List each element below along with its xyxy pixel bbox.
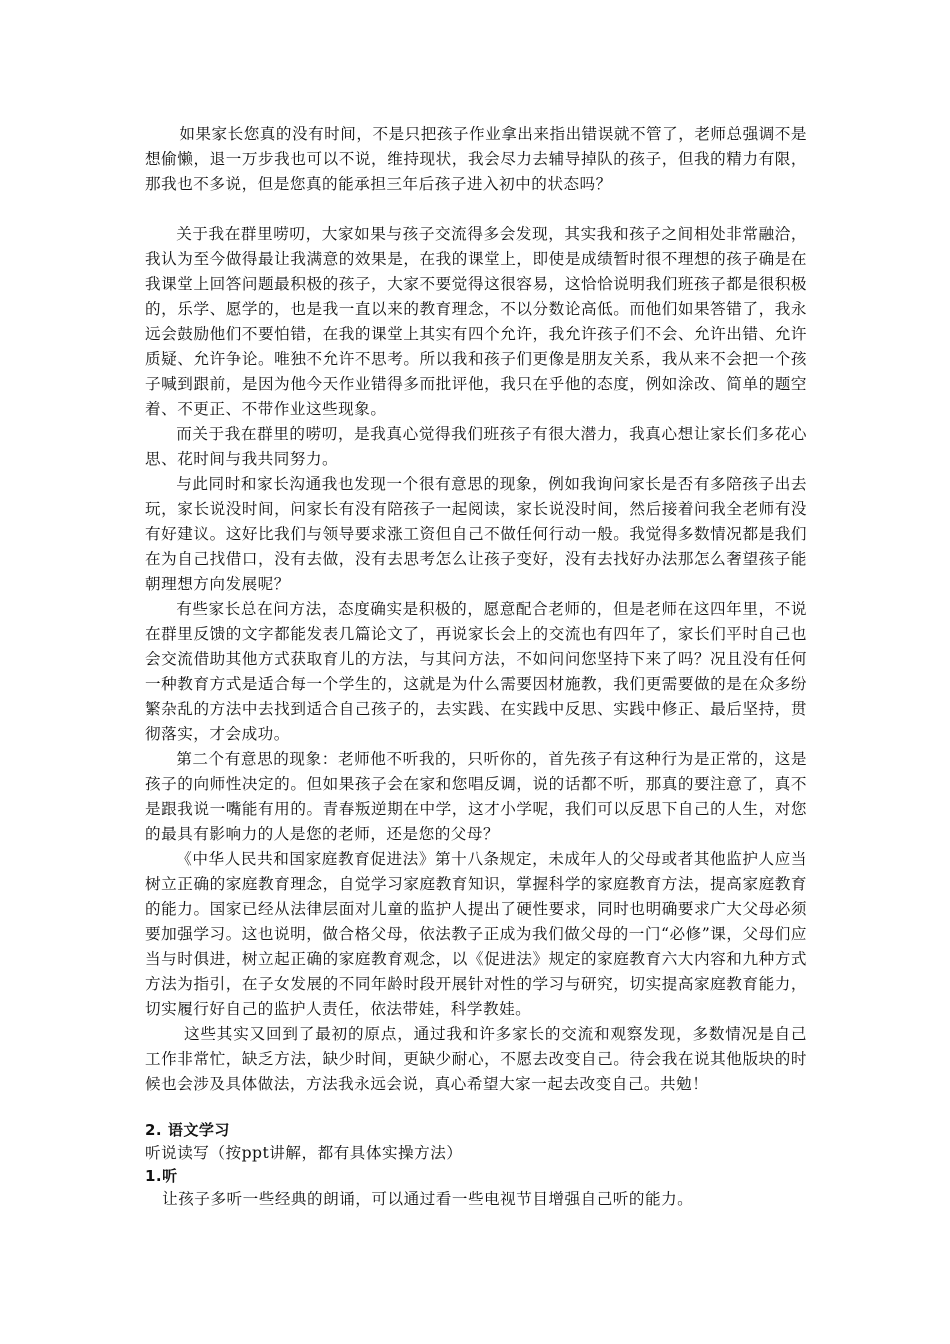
section-subtitle: 听说读写（按ppt讲解，都有具体实操方法） <box>145 1144 463 1162</box>
paragraph-body-1: 关于我在群里唠叨，大家如果与孩子交流得多会发现，其实我和孩子之间相处非常融洽，我认为至今做得最让我满意的效果是，在我的课堂上，即使是成绩暂时很不理想的孩子确是在我课堂上回答问题最积极的孩子，大家不要觉得这很容易，这恰恰说明我们班孩子都是很积极的，乐学、愿学的，也是我一直以来的教育理念，不以分数论高低。而他们如果答错了，我永远会鼓励他们不要怕错，在我的课堂上其实有四个允许，我允许孩子们不会、允许出错、允许质疑、允许争论。唯独不允许不思考。所以我和孩子们更像是朋友关系，我从来不会把一个孩子喊到跟前，是因为他今天作业错得多而批评他，我只在乎他的态度，例如涂改、简单的题空着、不更正、不带作业这些现象。 <box>145 225 807 418</box>
subsection-text: 让孩子多听一些经典的朗诵，可以通过看一些电视节目增强自己听的能力。 <box>162 1190 694 1208</box>
document-page <box>145 122 807 1211</box>
paragraph-body-7: 这些其实又回到了最初的原点，通过我和许多家长的交流和观察发现，多数情况是自己工作非常忙，缺乏方法，缺少时间，更缺少耐心，不愿去改变自己。待会我在说其他版块的时候也会涉及具体做法，方法我永远会说，真心希望大家一起去改变自己。共勉！ <box>145 1025 807 1093</box>
paragraph-body-3: 与此同时和家长沟通我也发现一个很有意思的现象，例如我询问家长是否有多陪孩子出去玩，家长说没时间，问家长有没有陪孩子一起阅读，家长说没时间，然后接着问我全老师有没有好建议。这好比我们与领导要求涨工资但自己不做任何行动一般。我觉得多数情况都是我们在为自己找借口，没有去做，没有去思考怎么让孩子变好，没有去找好办法那怎么奢望孩子能朝理想方向发展呢？ <box>145 475 807 593</box>
spacer <box>145 197 807 222</box>
paragraph-body-2: 而关于我在群里的唠叨，是我真心觉得我们班孩子有很大潜力，我真心想让家长们多花心思、花时间与我共同努力。 <box>145 425 807 468</box>
paragraph-body-5: 第二个有意思的现象：老师他不听我的，只听你的，首先孩子有这种行为是正常的，这是孩子的向师性决定的。但如果孩子会在家和您唱反调，说的话都不听，那真的要注意了，真不是跟我说一嘴能有用的。青春叛逆期在中学，这才小学呢，我们可以反思下自己的人生，对您的最具有影响力的人是您的老师，还是您的父母？ <box>145 750 807 843</box>
paragraph-body-6: 《中华人民共和国家庭教育促进法》第十八条规定，未成年人的父母或者其他监护人应当树立正确的家庭教育理念，自觉学习家庭教育知识，掌握科学的家庭教育方法，提高家庭教育的能力。国家已经从法律层面对儿童的监护人提出了硬性要求，同时也明确要求广大父母必须要加强学习。这也说明，做合格父母，依法教子正成为我们做父母的一门“必修”课，父母们应当与时俱进，树立起正确的家庭教育观念，以《促进法》规定的家庭教育六大内容和九种方式方法为指引，在子女发展的不同年龄时段开展针对性的学习与研究，切实提高家庭教育能力，切实履行好自己的监护人责任，依法带娃，科学教娃。 <box>145 850 807 1018</box>
section-heading: 2. 语文学习 <box>145 1121 230 1139</box>
subsection-heading: 1.听 <box>145 1167 178 1185</box>
paragraph-intro: 如果家长您真的没有时间，不是只把孩子作业拿出来指出错误就不管了，老师总强调不是想偷懒，退一万步我也可以不说，维持现状，我会尽力去辅导掉队的孩子，但我的精力有限，那我也不多说，但是您真的能承担三年后孩子进入初中的状态吗？ <box>145 125 807 193</box>
paragraph-body-4: 有些家长总在问方法，态度确实是积极的，愿意配合老师的，但是老师在这四年里，不说在群里反馈的文字都能发表几篇论文了，再说家长会上的交流也有四年了，家长们平时自己也会交流借助其他方式获取育儿的方法，与其问方法，不如问问您坚持下来了吗？况且没有任何一种教育方式是适合每一个学生的，这就是为什么需要因材施教，我们更需要做的是在众多纷繁杂乱的方法中去找到适合自己孩子的，去实践、在实践中反思、实践中修正、最后坚持，贯彻落实，才会成功。 <box>145 600 807 743</box>
spacer <box>145 1097 807 1119</box>
